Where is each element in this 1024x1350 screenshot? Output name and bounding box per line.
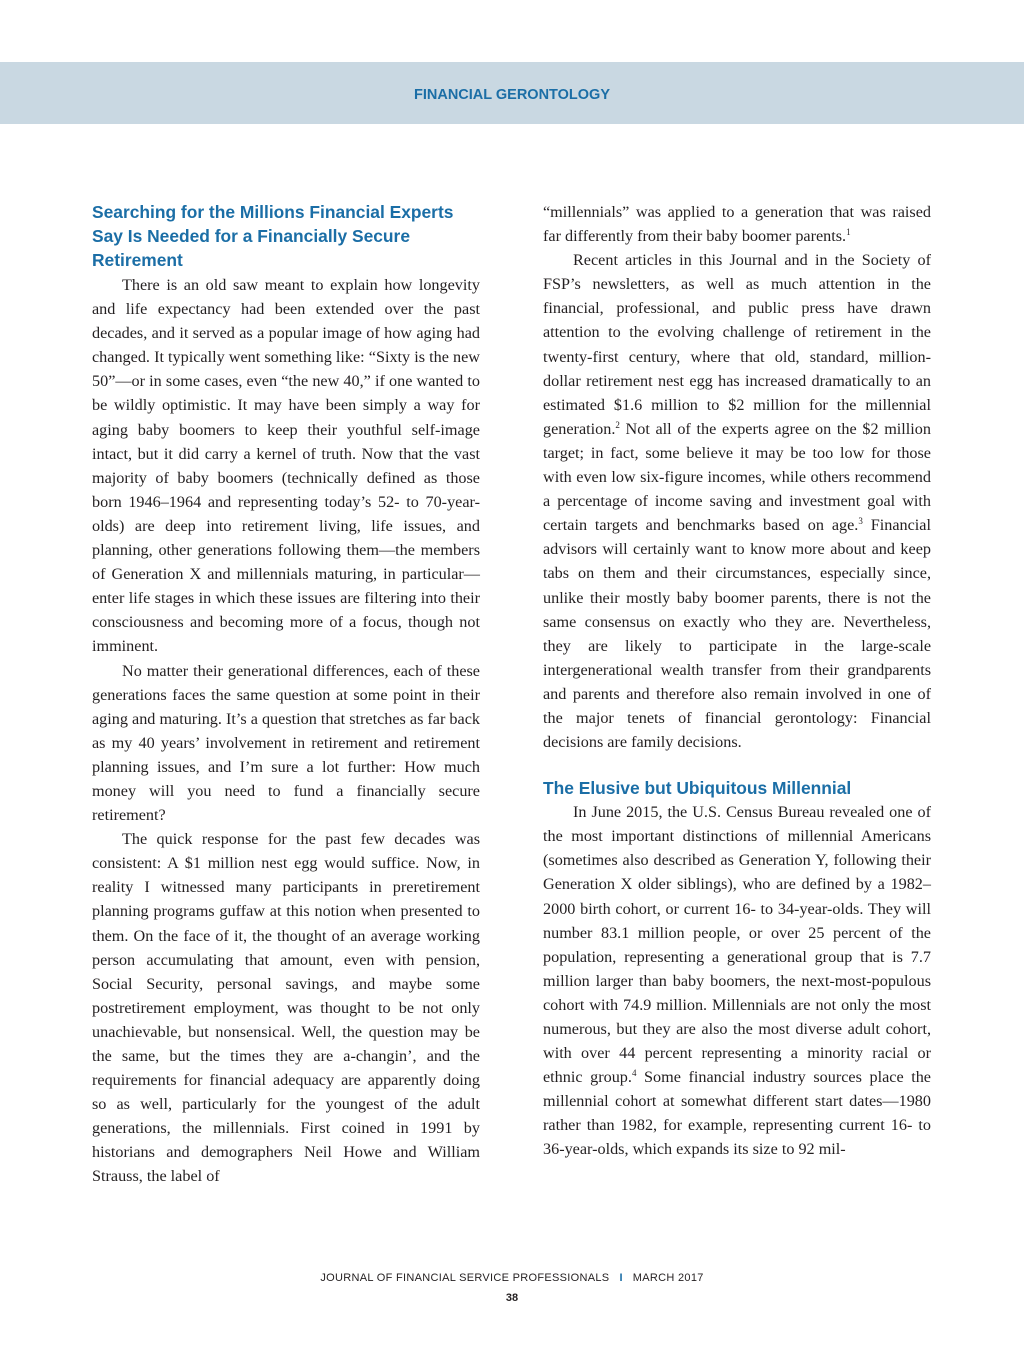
paragraph-4-text: “millennials” was applied to a generation that was raised far differently from their baby boomer parents.	[543, 203, 931, 246]
page-number: 38	[505, 1292, 519, 1304]
section-header-title: FINANCIAL GERONTOLOGY	[413, 87, 611, 103]
paragraph-5-text-b: Not all of the experts agree on the $2 million target; in fact, some believe it may be too low for those with even low six-figure incomes, while others recommend a percentage of income saving and investment goal with certain targets and benchmarks based on age.	[543, 419, 931, 535]
paragraph-2: No matter their generational differences, each of these generations faces the same question at some point in their aging and maturing. It’s a question that stretches as far back as my 40 years’ involvement in retirement and retirement planning issues, and I’m sure a lot further: How much money will you need to fund a financially secure retirement?	[92, 661, 480, 825]
paragraph-5-text-c: Financial advisors will certainly want to know more about and keep tabs on them and their circumstances, especially since, unlike their mostly baby boomer parents, there is not the same consensus on exactly who they are. Nevertheless, they are likely to participate in the large-scale intergenerational wealth transfer from their grandparents and parents and therefore also remain involved in one of the major tenets of financial gerontology: Financial decisions are family decisions.	[543, 516, 931, 752]
article-title: Searching for the Millions Financial Experts Say Is Needed for a Financially Secure Retirement	[92, 202, 454, 270]
footnote-ref-1: 1	[846, 227, 851, 238]
paragraph-1: There is an old saw meant to explain how longevity and life expectancy had been extended over the past decades, and it served as a popular image of how aging had changed. It typically went something like: “Sixty is the new 50”—or in some cases, even “the new 40,” if one wanted to be wildly optimistic. It may have been simply a way for aging baby boomers to keep their youthful self-image intact, but it did carry a kernel of truth. Now that the vast majority of baby boomers (technically defined as those born 1946–1964 and representing today’s 52- to 70-year-olds) are deep into retirement living, life issues, and planning, other generations following them—the members of Generation X and millennials maturing, in particular—enter life stages in which these issues are filtering into their consciousness and becoming more of a focus, though not imminent.	[92, 276, 480, 656]
left-column	[92, 200, 480, 1189]
paragraph-5	[543, 248, 931, 754]
footnote-ref-4: 4	[631, 1068, 637, 1079]
footnote-ref-2: 2	[615, 419, 620, 430]
footer-separator: I	[619, 1272, 623, 1284]
right-column	[543, 200, 931, 1162]
section-heading: The Elusive but Ubiquitous Millennial	[543, 778, 852, 799]
footnote-ref-3: 3	[858, 516, 863, 527]
paragraph-6	[543, 800, 931, 1161]
footer-date: MARCH 2017	[632, 1272, 704, 1284]
paragraph-3: The quick response for the past few decades was consistent: A $1 million nest egg would suffice. Now, in reality I witnessed many participants in preretirement planning programs guffaw at this notion when presented to them. On the face of it, the thought of an average working person accumulating that amount, even with pension, Social Security, personal savings, and maybe some postretirement employment, was thought to be not only unachievable, but nonsensical. Well, the question may be the same, but the times they are a-changin’, and the requirements for financial adequacy are apparently doing so as well, particularly for the youngest of the adult generations, the millennials. First coined in 1991 by historians and demographers Neil Howe and William Strauss, the label of	[92, 830, 480, 1186]
paragraph-6-text-a: In June 2015, the U.S. Census Bureau revealed one of the most important distinctions of millennial Americans (sometimes also described as Generation Y, following their Generation X older siblings), who are defined by a 1982–2000 birth cohort, or current 16- to 34-year-olds. They will number 83.1 million people, or over 25 percent of the population, representing a generational group that is 7.7 million larger than baby boomers, the next-most-populous cohort with 74.9 million. Millennials are not only the most numerous, but they are also the most diverse adult cohort, with over 44 percent representing a minority racial or ethnic group.	[543, 803, 931, 1087]
paragraph-4	[543, 200, 931, 248]
footer	[0, 1272, 1024, 1284]
paragraph-5-text-a: Recent articles in this Journal and in the Society of FSP’s newsletters, as well as much attention in the financial, professional, and public press have drawn attention to the evolving challenge of retirement in the twenty-first century, where that old, standard, million-dollar retirement nest egg has increased dramatically to an estimated $1.6 million to $2 million for the millennial generation.	[543, 251, 931, 438]
footer-journal-name: JOURNAL OF FINANCIAL SERVICE PROFESSIONALS	[320, 1272, 610, 1284]
paragraph-6-text-b: Some financial industry sources place the millennial cohort at somewhat different start dates—1980 rather than 1982, for example, representing current 16- to 36-year-olds, which expands its size to 92 mil-	[543, 1068, 931, 1159]
